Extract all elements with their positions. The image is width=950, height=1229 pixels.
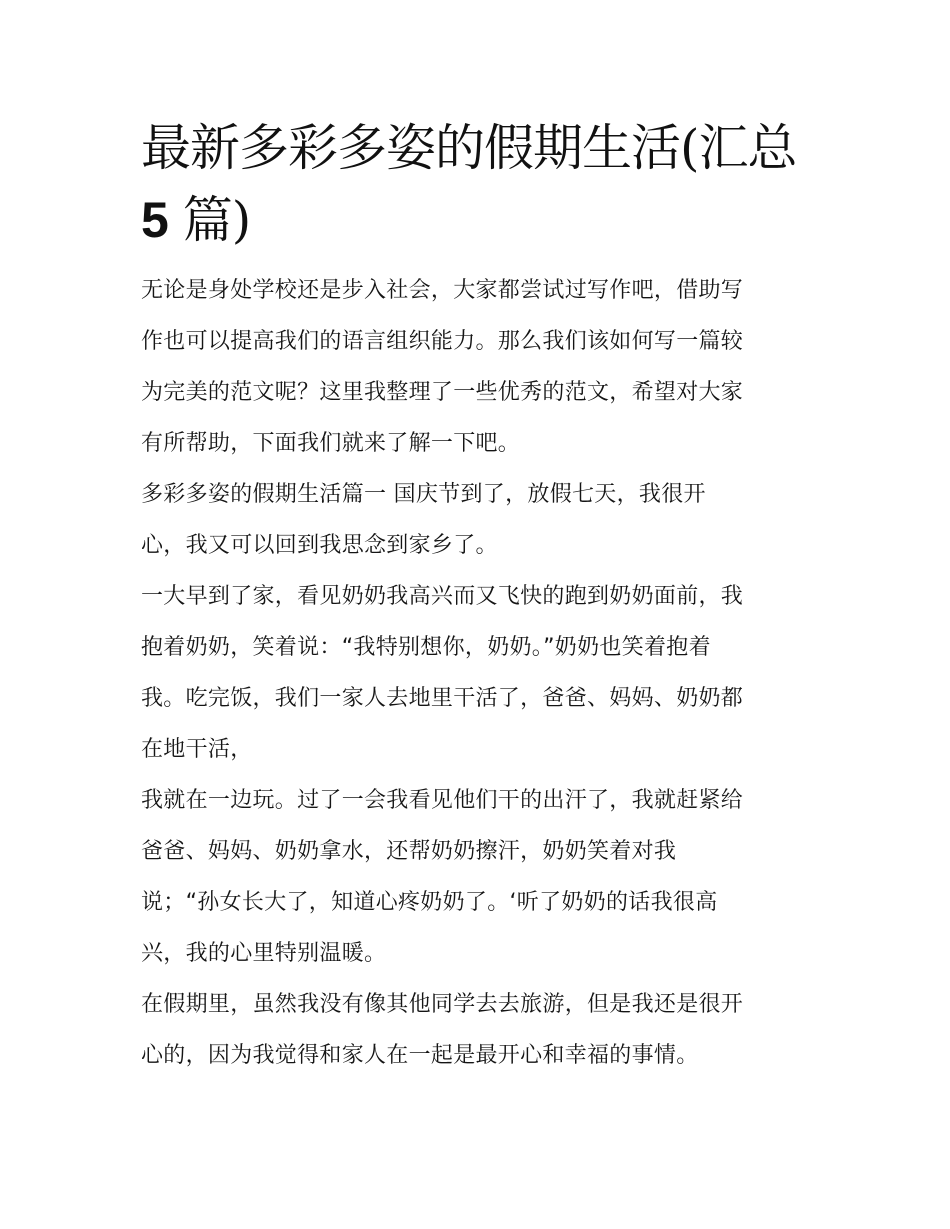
- paragraph-2: 一大早到了家，看见奶奶我高兴而又飞快的跑到奶奶面前，我 抱着奶奶，笑着说：“我特别想你，奶奶。”奶奶也笑着抱着 我。吃完饭，我们一家人去地里干活了，爸爸、妈妈、奶奶都 在地干活，: [141, 584, 744, 762]
- document-body: [141, 112, 813, 1081]
- title-number: 5: [141, 192, 168, 248]
- paragraph-4: 在假期里，虽然我没有像其他同学去去旅游，但是我还是很开 心的，因为我觉得和家人在一起是最开心和幸福的事情。: [141, 992, 744, 1068]
- page-title: [141, 112, 813, 256]
- intro-paragraph: 无论是身处学校还是步入社会，大家都尝试过写作吧，借助写 作也可以提高我们的语言组织能力。那么我们该如何写一篇较 为完美的范文呢？这里我整理了一些优秀的范文，希望对大家 有所帮助，下面我们就来了解一下吧。: [141, 278, 744, 456]
- paragraph-3: 我就在一边玩。过了一会我看见他们干的出汗了，我就赶紧给 爸爸、妈妈、奶奶拿水，还帮奶奶擦汗，奶奶笑着对我 说；“孙女长大了，知道心疼奶奶了。‘听了奶奶的话我很高 兴，我的心里特别温暖。: [141, 788, 744, 966]
- paragraph-1: 多彩多姿的假期生活篇一 国庆节到了，放假七天，我很开 心，我又可以回到我思念到家乡了。: [141, 482, 706, 558]
- title-line-1: 最新多彩多姿的假期生活(汇总: [141, 119, 797, 177]
- title-line-2: 篇): [167, 191, 251, 249]
